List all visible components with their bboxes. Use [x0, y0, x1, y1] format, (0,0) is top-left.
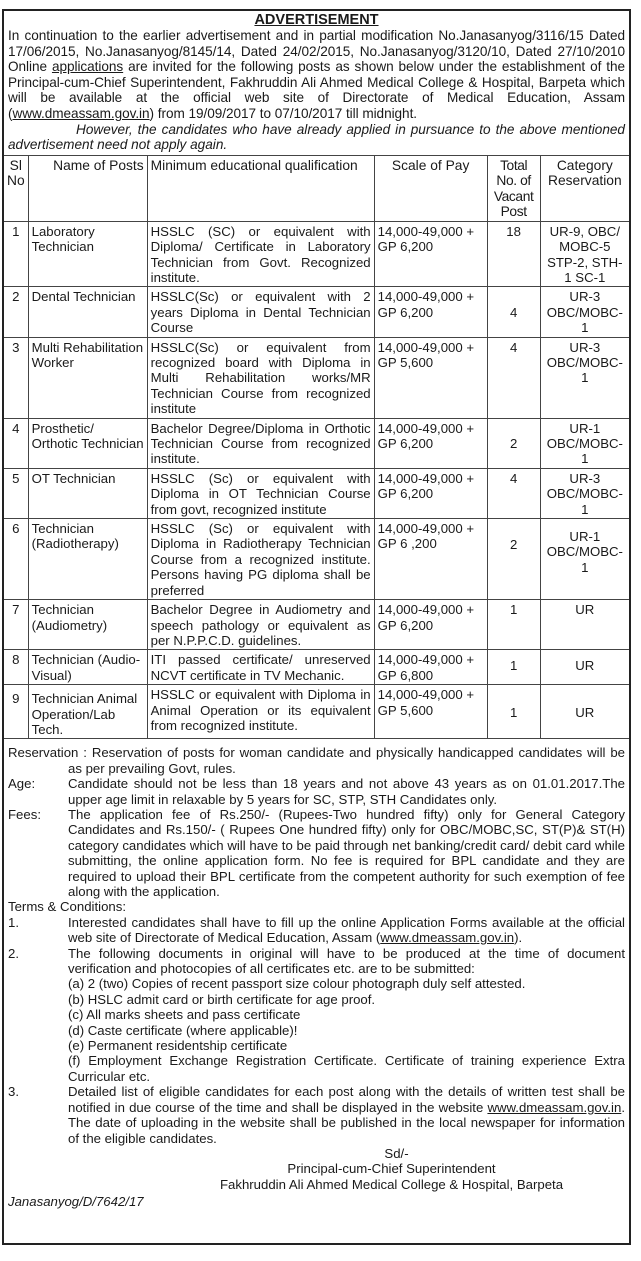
table-row [4, 685, 629, 739]
term-number: 2. [8, 945, 19, 961]
conditions-section [8, 745, 625, 1146]
table-row [4, 418, 629, 468]
cell-qualification: Bachelor Degree in Audiometry and speech pathology or equivalent as per N.P.P.C.D. guidelines. [147, 600, 374, 650]
cell-post-name: Dental Technician [28, 287, 147, 337]
cell-category: UR-1 OBC/MOBC-1 [540, 418, 629, 468]
fees-note [8, 807, 625, 899]
intro-text-3: ) from 19/09/2017 to 07/10/2017 till midnight. [149, 105, 418, 121]
term-number: 1. [8, 914, 19, 930]
term-text-end: . The date of uploading in the website shall be published in the local newspaper for information of the eligible candidates. [68, 1099, 625, 1146]
cell-post-name: Technician (Audio-Visual) [28, 650, 147, 685]
cell-sl: 7 [4, 600, 28, 650]
cell-vacant: 2 [487, 519, 540, 600]
term-text: Detailed list of eligible candidates for each post along with the details of written test shall be notified in due course of the time and shall be displayed in the website [68, 1084, 625, 1115]
age-label: Age: [8, 776, 36, 792]
intro-applications-word: applications [51, 59, 124, 75]
document-item: (a) 2 (two) Copies of recent passport size colour photograph duly self attested. [68, 976, 526, 992]
table-row [4, 287, 629, 337]
cell-sl: 4 [4, 418, 28, 468]
cell-category: UR-3 OBC/MOBC-1 [540, 287, 629, 337]
intro-text-1: In continuation to the earlier advertisement and in partial modification No.Janasanyog/3116/15 Dated 17/06/2015, No.Janasanyog/8145/14, Dated 24/02/2015, No.Janasanyog/3120/10, Dated 27/10/2010 Online [8, 28, 625, 75]
document-item: (f) Employment Exchange Registration Certificate. Certificate of training experience Extra Curricular etc. [68, 1053, 625, 1084]
table-row [4, 650, 629, 685]
cell-sl: 9 [4, 685, 28, 739]
fees-label: Fees: [8, 806, 41, 822]
intro-paragraph [8, 28, 625, 122]
cell-sl: 3 [4, 337, 28, 418]
cell-pay: 14,000-49,000 + GP 5,600 [374, 685, 487, 739]
cell-category: UR-9, OBC/ MOBC-5 STP-2, STH-1 SC-1 [540, 221, 629, 287]
table-row [4, 337, 629, 418]
document-item: (b) HSLC admit card or birth certificate for age proof. [68, 991, 376, 1007]
already-applied-note: However, the candidates who have already applied in pursuance to the above mentioned advertisement need not apply again. [8, 121, 625, 153]
cell-sl: 8 [4, 650, 28, 685]
cell-sl: 1 [4, 221, 28, 287]
cell-pay: 14,000-49,000 + GP 6,200 [374, 418, 487, 468]
cell-sl: 6 [4, 519, 28, 600]
header-category-reservation: Category Reservation [540, 155, 629, 221]
cell-qualification: ITI passed certificate/ unreserved NCVT certificate in TV Mechanic. [147, 650, 374, 685]
document-item: (d) Caste certificate (where applicable)! [68, 1022, 298, 1038]
cell-pay: 14,000-49,000 + GP 6,200 [374, 600, 487, 650]
document-item: (c) All marks sheets and pass certificate [68, 1007, 301, 1023]
term-item-1 [8, 915, 625, 946]
table-row [4, 519, 629, 600]
age-note [8, 776, 625, 807]
cell-post-name: Technician Animal Operation/Lab Tech. [28, 685, 147, 739]
website-link[interactable]: www.dmeassam.gov.in [487, 1099, 622, 1115]
term-number: 3. [8, 1084, 19, 1100]
table-row [4, 468, 629, 518]
table-header-row [4, 155, 629, 221]
reservation-text: Reservation of posts for woman candidate and physically handicapped candidates will be as per prevailing Govt, rules. [68, 745, 625, 776]
term-body [68, 915, 625, 946]
cell-pay: 14,000-49,000 + GP 6,200 [374, 287, 487, 337]
signature-block [8, 1146, 625, 1192]
website-link[interactable]: www.dmeassam.gov.in [380, 930, 515, 946]
terms-title: Terms & Conditions: [8, 899, 126, 915]
advertisement-frame [2, 9, 631, 1245]
term-text: The following documents in original will have to be produced at the time of document verification and photocopies of all certificates etc. are to be submitted: [68, 945, 625, 977]
cell-sl: 5 [4, 468, 28, 518]
cell-vacant: 2 [487, 418, 540, 468]
age-text: Candidate should not be less than 18 years and not above 43 years as on 01.01.2017.The upper age limit in relaxable by 5 years for SC, STP, STH Candidates only. [68, 776, 625, 807]
cell-sl: 2 [4, 287, 28, 337]
cell-vacant: 18 [487, 221, 540, 287]
signature-sd: Sd/- [384, 1145, 409, 1161]
cell-category: UR [540, 650, 629, 685]
document-item: (e) Permanent residentship certificate [68, 1038, 288, 1054]
website-link[interactable]: www.dmeassam.gov.in [12, 105, 150, 121]
table-row [4, 600, 629, 650]
cell-qualification: HSSLC(Sc) or equivalent from recognized board with Diploma in Multi Rehabilitation works/MR Technician Course from recognized institute [147, 337, 374, 418]
posts-table [4, 155, 629, 740]
term-text-end: ). [514, 930, 523, 946]
cell-post-name: OT Technician [28, 468, 147, 518]
cell-qualification: HSSLC (SC) or equivalent with Diploma/ Certificate in Laboratory Technician from Govt. Recognized institute. [147, 221, 374, 287]
fees-text: The application fee of Rs.250/- (Rupees-Two hundred fifty) only for General Category Candidates and Rs.150/- ( Rupees One hundred fifty) only for OBC/MOBC,SC, ST(P)& ST(H) category candidates which will have to be paid through net banking/credit card/ debit card while submitting, the online application form. No fee is required for BPL candidate and they are required to upload their BPL certificate from the competent authority for such exemption of fee along with the application. [68, 806, 625, 899]
cell-qualification: Bachelor Degree/Diploma in Orthotic Technician Course from recognized institute. [147, 418, 374, 468]
cell-qualification: HSSLC (Sc) or equivalent with Diploma in Radiotherapy Technician Course from a recognized institute. Persons having PG diploma shall be preferred [147, 519, 374, 600]
intro-text-2: are invited for the following posts as shown below under the establishment of the Principal-cum-Chief Superintendent, Fakhruddin Ali Ahmed Medical College & Hospital, Barpeta which will be available at the official web site of Directorate of Medical Education, Assam ( [8, 59, 625, 121]
term-body [68, 1084, 625, 1146]
cell-category: UR [540, 600, 629, 650]
cell-category: UR-1 OBC/MOBC-1 [540, 519, 629, 600]
cell-vacant: 4 [487, 337, 540, 418]
cell-pay: 14,000-49,000 + GP 6 ,200 [374, 519, 487, 600]
cell-post-name: Technician (Audiometry) [28, 600, 147, 650]
reservation-label: Reservation : [8, 745, 92, 761]
cell-post-name: Multi Rehabilitation Worker [28, 337, 147, 418]
header-sl-no: Sl No [4, 155, 28, 221]
header-name-of-posts: Name of Posts [28, 155, 147, 221]
cell-category: UR-3 OBC/MOBC-1 [540, 337, 629, 418]
cell-category: UR-3 OBC/MOBC-1 [540, 468, 629, 518]
signature-designation: Principal-cum-Chief Superintendent [287, 1161, 496, 1177]
table-row [4, 221, 629, 287]
cell-post-name: Laboratory Technician [28, 221, 147, 287]
cell-post-name: Prosthetic/ Orthotic Technician [28, 418, 147, 468]
cell-post-name: Technician (Radiotherapy) [28, 519, 147, 600]
header-qualification: Minimum educational qualification [147, 155, 374, 221]
term-text: Interested candidates shall have to fill up the online Application Forms available at the official web site of Directorate of Medical Education, Assam ( [68, 914, 625, 946]
cell-qualification: HSSLC or equivalent with Diploma in Animal Operation or its equivalent from recognized institute. [147, 685, 374, 739]
cell-qualification: HSSLC (Sc) or equivalent with Diploma in OT Technician Course from govt, recognized institute [147, 468, 374, 518]
cell-qualification: HSSLC(Sc) or equivalent with 2 years Diploma in Dental Technician Course [147, 287, 374, 337]
term-item-2 [8, 946, 625, 1085]
cell-pay: 14,000-49,000 + GP 6,200 [374, 468, 487, 518]
reservation-note [8, 745, 625, 776]
cell-vacant: 1 [487, 685, 540, 739]
header-vacant-posts: Total No. of Vacant Post [487, 155, 540, 221]
cell-pay: 14,000-49,000 + GP 5,600 [374, 337, 487, 418]
advertisement-title: ADVERTISEMENT [254, 12, 379, 28]
cell-pay: 14,000-49,000 + GP 6,800 [374, 650, 487, 685]
term-item-3 [8, 1084, 625, 1146]
signature-institution: Fakhruddin Ali Ahmed Medical College & Hospital, Barpeta [219, 1176, 564, 1192]
cell-vacant: 4 [487, 287, 540, 337]
cell-vacant: 1 [487, 600, 540, 650]
term-body [68, 946, 625, 1085]
header-scale-of-pay: Scale of Pay [374, 155, 487, 221]
reference-number: Janasanyog/D/7642/17 [8, 1194, 144, 1210]
cell-vacant: 1 [487, 650, 540, 685]
cell-vacant: 4 [487, 468, 540, 518]
cell-category: UR [540, 685, 629, 739]
cell-pay: 14,000-49,000 + GP 6,200 [374, 221, 487, 287]
